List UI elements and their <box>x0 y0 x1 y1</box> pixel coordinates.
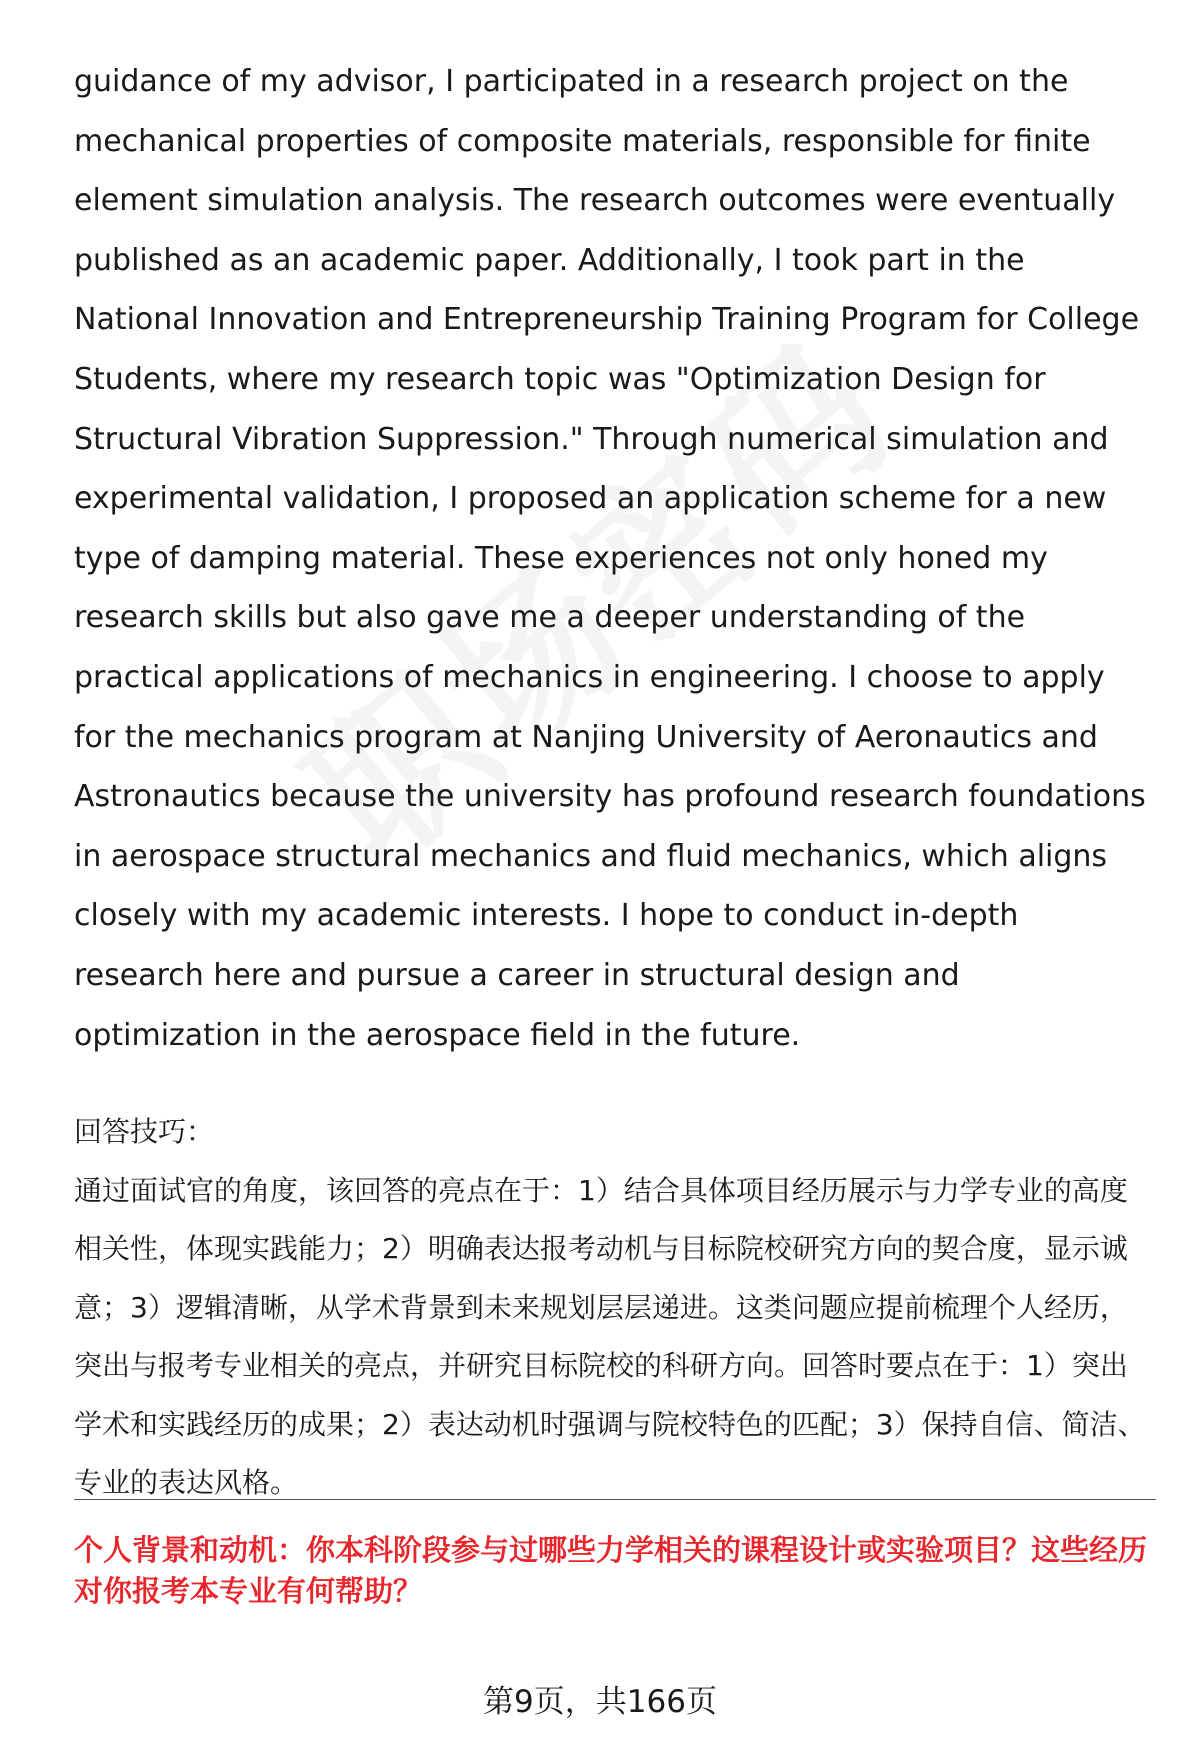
tips-title: 回答技巧： <box>74 1115 215 1149</box>
tips-body: 通过面试官的角度，该回答的亮点在于：1）结合具体项目经历展示与力学专业的高度相关性，体现实践能力；2）明确表达报考动机与目标院校研究方向的契合度，显示诚意；3）逻辑清晰，从学术背景到未来规划层层递进。这类问题应提前梳理个人经历，突出与报考专业相关的亮点，并研究目标院校的科研方向。回答时要点在于：1）突出学术和实践经历的成果；2）表达动机时强调与院校特色的匹配；3）保持自信、简洁、专业的表达风格。 <box>74 1173 1146 1500</box>
answer-tips-section <box>74 1103 1154 1513</box>
next-question-heading: 个人背景和动机：你本科阶段参与过哪些力学相关的课程设计或实验项目？这些经历对你报考本专业有何帮助？ <box>74 1533 1148 1608</box>
main-content <box>74 52 1154 1513</box>
page-number-footer: 第9页，共166页 <box>483 1684 717 1720</box>
answer-paragraph: guidance of my advisor, I participated in a research project on the mechanical properties of composite materials, responsible for finite element simulation analysis. The research outcomes were eventually published as an academic paper. Additionally, I took part in the National Innovation and Entrepreneurship Training Program for College Students, where my research topic was "Optimization Design for Structural Vibration Suppression." Through numerical simulation and experimental validation, I proposed an application scheme for a new type of damping material. These experiences not only honed my research skills but also gave me a deeper understanding of the practical applications of mechanics in engineering. I choose to apply for the mechanics program at Nanjing University of Aeronautics and Astronautics because the university has profound research foundations in aerospace structural mechanics and fluid mechanics, which aligns closely with my academic interests. I hope to conduct in-depth research here and pursue a career in structural design and optimization in the aerospace field in the future. <box>74 64 1146 1053</box>
section-divider <box>74 1499 1156 1500</box>
